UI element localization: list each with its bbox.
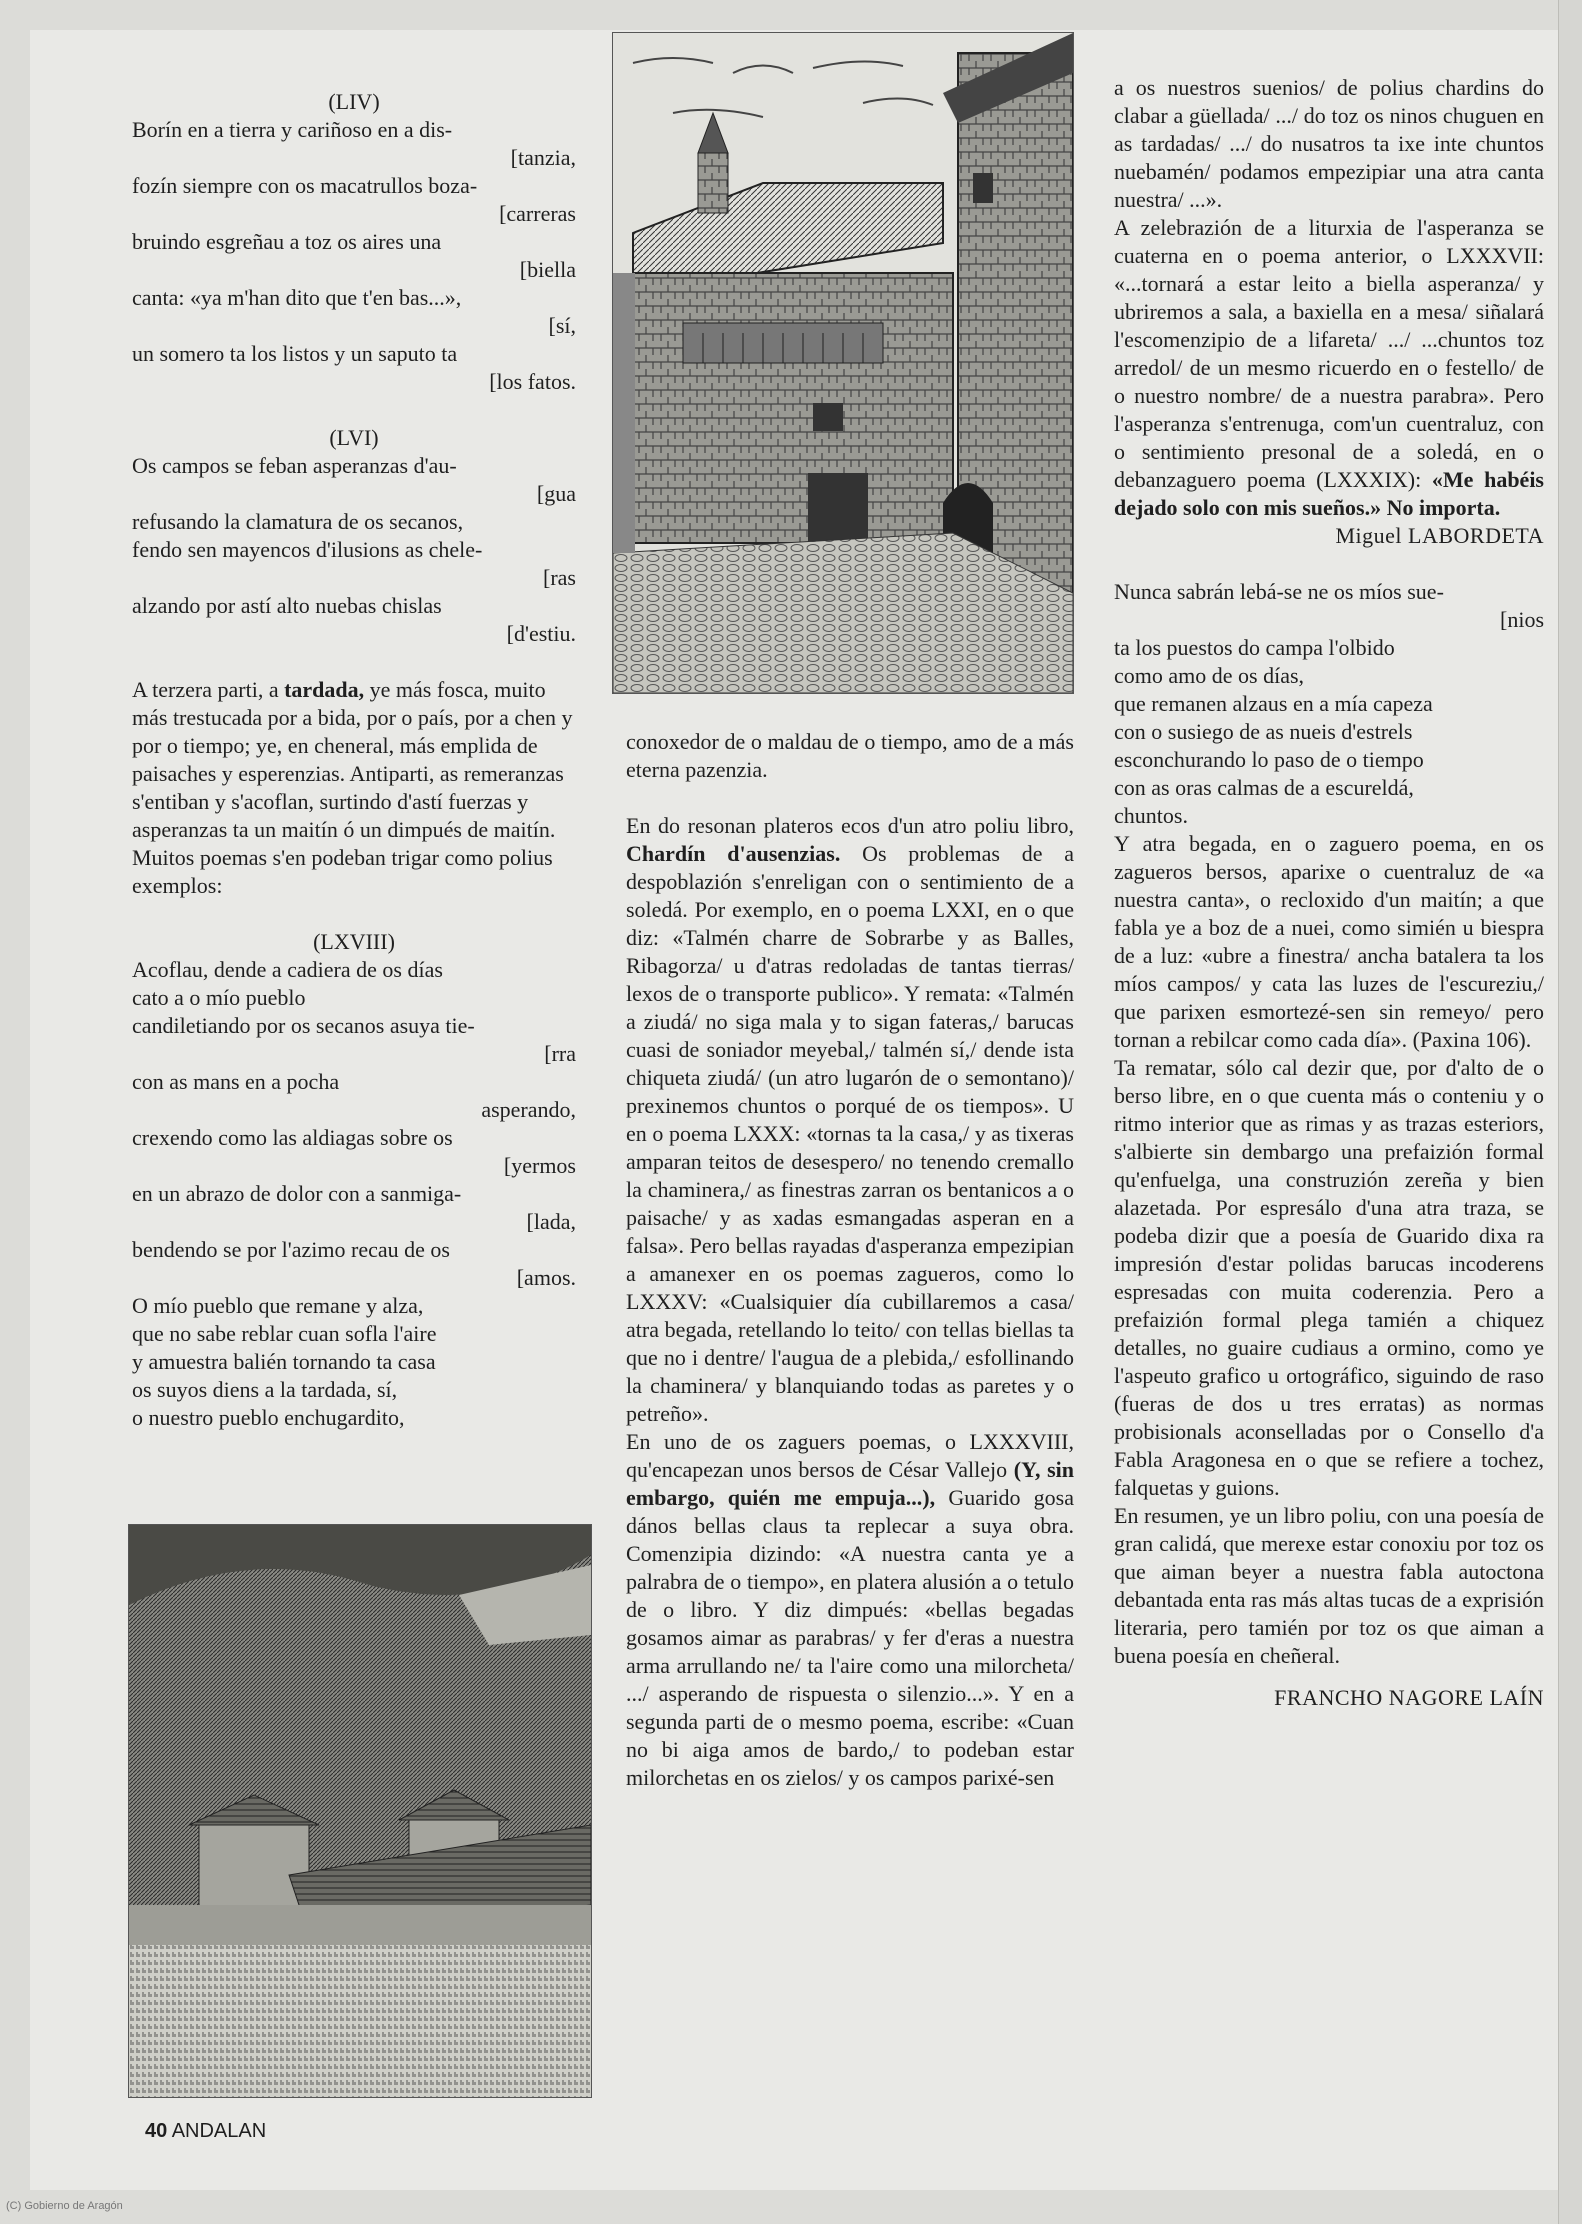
poem-line: Os campos se feban asperanzas d'au- xyxy=(132,453,457,478)
poem-line: O mío pueblo que remane y alza, xyxy=(132,1293,424,1318)
mountain-village-drawing xyxy=(129,1525,591,2097)
poem-line: fendo sen mayencos d'ilusions as chele- xyxy=(132,537,483,562)
poem-line: [tanzia, xyxy=(510,145,576,170)
poem-line: asperando, xyxy=(481,1097,576,1122)
adjacent-page-edge xyxy=(1558,0,1582,2224)
paragraph-chardin: En do resonan plateros ecos d'un atro poliu libro, Chardín d'ausenzias. Os problemas de a despoblazión s'enreligan con o sentimiento de a soledá. Por exemplo, en o poema LXXI, en o que diz: «Talmén charre de Sobrarbe y as Balles, Ribagorza/ u d'atras redoladas de tantas tierras/ lexos de o transporte publico». Y remata: «Talmén a ziudá/ no siga mala y to sigan fateras,/ barucas cuasi de soniador meyebal,/ talmén sí,/ dende ista chiqueta ziudá/ (un atro lugarón de o semontano)/ prexinemos chuntos o porqué de os tiempos». U en o poema LXXX: «tornas ta la casa,/ y as tixeras amparan teitos de desespero/ no tenendo cremallo la chaminera,/ as finestras zarran os bentanicos a o paisache/ y as xadas esmangadas asperan en a falsa». Pero bellas rayadas d'asperanza empezipian a amanexer en os poemas zagueros, como lo LXXXV: «Cualsiquier día cubillaremos a casa/ atra begada, retellando lo teito/ con tellas biellas ta que no i dentre/ l'augua de a plebida,/ esfollinando la chaminera/ y blanquiando todas as paretes y o petreño». xyxy=(626,813,1075,1426)
paragraph-ta-rematar: Ta rematar, sólo cal dezir que, por d'alto de o berso libre, en o que cuenta más o conteniu y o ritmo interior que as rimas y as trazas esteriors, s'albierte sin dembargo una prefaizión formal qu'enfuelga, una construzión zereña y bien alazetada. Por espresálo d'una atra traza, se podeba dizir que a poesía de Guarido dixa ra impresión d'estar polidas barucas incoderens espresadas con muita coderenzia. Pero a prefaizión formal plega tamién a chiquez detalles, no guaire cudiaus a ormino, como ye l'aspeuto grafico u ortográfico, siguindo de raso (fueras de dos u tres erratas) as normas probisionals aconselladas por o Consello d'a Fabla Aragonesa en o que se refiere a tochez, falquetas y guions. xyxy=(1114,1055,1544,1500)
poem-line: [amos. xyxy=(516,1265,576,1290)
poem-line: [gua xyxy=(536,481,576,506)
paragraph-suenios: a os nuestros suenios/ de polius chardins do clabar a güellada/ .../ do toz os ninos chuguen en as tardadas/ .../ do nusatros ta ixe inte chuntos nuebamén/ podamos empezipiar una atra canta nuestra/ ...». xyxy=(1114,75,1544,212)
poem-line: que remanen alzaus en a mía capeza xyxy=(1114,691,1433,716)
poem-line: [ras xyxy=(543,565,576,590)
poem-line: y amuestra balién tornando ta casa xyxy=(132,1349,436,1374)
poem-line: [d'estiu. xyxy=(506,621,576,646)
poem-line: bendendo se por l'azimo recau de os xyxy=(132,1237,450,1262)
paragraph-zaguero-poema: Y atra begada, en o zaguero poema, en os zagueros bersos, aparixe o cuentraluz de «a nuestra canta», o recloxido d'un maitín; a que fabla ye a boz de a nuei, como simién u biespra de a luz: «ubre a finestra/ ancha batalera ta los míos campos/ y cata las luzes de l'escureziu,/ que parixen esmortezé-sen sin remeyo/ pero tornan a rebilcar como cada día». (Paxina 106). xyxy=(1114,831,1544,1052)
poem-liv-title: (LIV) xyxy=(328,89,380,114)
village-street-illustration xyxy=(612,32,1074,694)
village-street-drawing xyxy=(613,33,1073,693)
poem-line: con as oras calmas de a escureldá, xyxy=(1114,775,1414,800)
column-3 xyxy=(1114,74,1544,1712)
paragraph-conoxedor: conoxedor de o maldau de o tiempo, amo de a más eterna pazenzia. xyxy=(626,729,1074,782)
quote-signature: Miguel LABORDETA xyxy=(1335,523,1544,548)
poem-line: [nios xyxy=(1500,607,1544,632)
poem-line: [biella xyxy=(519,257,576,282)
poem-line: [yermos xyxy=(503,1153,576,1178)
paragraph-lxxxviii: En uno de os zaguers poemas, o LXXXVIII, qu'encapezan unos bersos de César Vallejo (Y, sin embargo, quién me empuja...), Guarido gosa dános bellas claus ta replecar a suya obra. Comenzipia dizindo: «A nuestra canta ye a palrabra de o tiempo», en platera alusión a o tetulo de o libro. Y diz dimpués: «bellas begadas gosamos aimar as parabras/ y fer d'eras a nuestra arma arrullando ne/ ta l'aire como una milorcheta/ .../ asperando de rispuesta o silenzio...». Y en a segunda parti de o mesmo poema, escribe: «Cuan no bi aiga amos de bardo,/ to podeban estar milorchetas en os zielos/ y os campos parixé-sen xyxy=(626,1429,1075,1790)
poem-line: [lada, xyxy=(526,1209,576,1234)
poem-line: [sí, xyxy=(548,313,576,338)
poem-line: refusando la clamatura de os secanos, xyxy=(132,509,464,534)
poem-lvi xyxy=(132,452,576,648)
poem-line: crexendo como las aldiagas sobre os xyxy=(132,1125,453,1150)
paragraph-liturxia: A zelebrazión de a liturxia de l'asperanza se cuaterna en o poema anterior, o LXXXVII: «...tornará a estar leito a biella asperanza/ y ubriremos a sala, a baxiella en a mesa/ siñalará l'escomenzipio de a lifareta/ .../ ...chuntos toz arredol/ de un mesmo ricuerdo en o festello/ de o nuestro nombre/ de a nuestra parabra». Pero l'asperanza s'entrenuga, com'un cuentraluz, con o sentimiento presonal de a soledá, en o debanzaguero poema (LXXXIX): «Me habéis dejado solo con mis sueños.» No importa. xyxy=(1114,215,1544,520)
poem-line: ta los puestos do campa l'olbido xyxy=(1114,635,1395,660)
poem-line: Borín en a tierra y cariñoso en a dis- xyxy=(132,117,453,142)
poem-line: Acoflau, dende a cadiera de os días xyxy=(132,957,443,982)
poem-line: que no sabe reblar cuan sofla l'aire xyxy=(132,1321,437,1346)
poem-line: [los fatos. xyxy=(489,369,576,394)
poem-line: candiletiando por os secanos asuya tie- xyxy=(132,1013,475,1038)
poem-lxviii-title: (LXVIII) xyxy=(313,929,395,954)
poem-line: Nunca sabrán lebá-se ne os míos sue- xyxy=(1114,579,1444,604)
poem-line: chuntos. xyxy=(1114,803,1188,828)
page-footer xyxy=(145,2120,266,2143)
page-number: 40 xyxy=(145,2120,168,2142)
poem-line: alzando por astí alto nuebas chislas xyxy=(132,593,442,618)
poem-line: con o susiego de as nueis d'estrels xyxy=(1114,719,1413,744)
poem-line: [rra xyxy=(544,1041,576,1066)
mountain-village-illustration xyxy=(128,1524,592,2098)
column-1 xyxy=(132,88,576,1432)
column-2 xyxy=(626,728,1074,1792)
poem-line: os suyos diens a la tardada, sí, xyxy=(132,1377,398,1402)
poem-line: en un abrazo de dolor con a sanmiga- xyxy=(132,1181,462,1206)
poem-line: fozín siempre con os macatrullos boza- xyxy=(132,173,478,198)
copyright-credit: (C) Gobierno de Aragón xyxy=(6,2200,123,2212)
author-signature: FRANCHO NAGORE LAÍN xyxy=(1274,1685,1544,1710)
poem-lvi-title: (LVI) xyxy=(329,425,379,450)
poem-line: [carreras xyxy=(499,201,576,226)
magazine-name: ANDALAN xyxy=(171,2120,267,2142)
paragraph-tardada: A terzera parti, a tardada, ye más fosca, muito más trestucada por a bida, por o país, por a chen y por o tiempo; ye, en cheneral, más emplida de paisaches y esperenzias. Antiparti, as remeranzas s'entiban y s'acoflan, surtindo d'astí fuerzas y asperanzas ta un maitín ó un dimpués de maitín. Muitos poemas s'en podeban trigar como polius exemplos: xyxy=(132,677,573,898)
poem-line: esconchurando lo paso de o tiempo xyxy=(1114,747,1424,772)
poem-line: como amo de os días, xyxy=(1114,663,1305,688)
poem-line: con as mans en a pocha xyxy=(132,1069,340,1094)
poem-line: o nuestro pueblo enchugardito, xyxy=(132,1405,405,1430)
poem-lxviii xyxy=(132,956,576,1432)
poem-line: canta: «ya m'han dito que t'en bas...», xyxy=(132,285,462,310)
poem-liv xyxy=(132,116,576,396)
poem-line: bruindo esgreñau a toz os aires una xyxy=(132,229,442,254)
poem-line: cato a o mío pueblo xyxy=(132,985,306,1010)
poem-line: un somero ta los listos y un saputo ta xyxy=(132,341,458,366)
poem-nunca-sabran xyxy=(1114,578,1544,830)
paragraph-en-resumen: En resumen, ye un libro poliu, con una poesía de gran calidá, que merexe estar conoxiu por toz os que aiman beyer a nuestra fabla autoctona debantada enta ras más altas tucas de a exprisión literaria, pero tamién por toz os que aiman a buena poesía en cheñeral. xyxy=(1114,1503,1544,1668)
